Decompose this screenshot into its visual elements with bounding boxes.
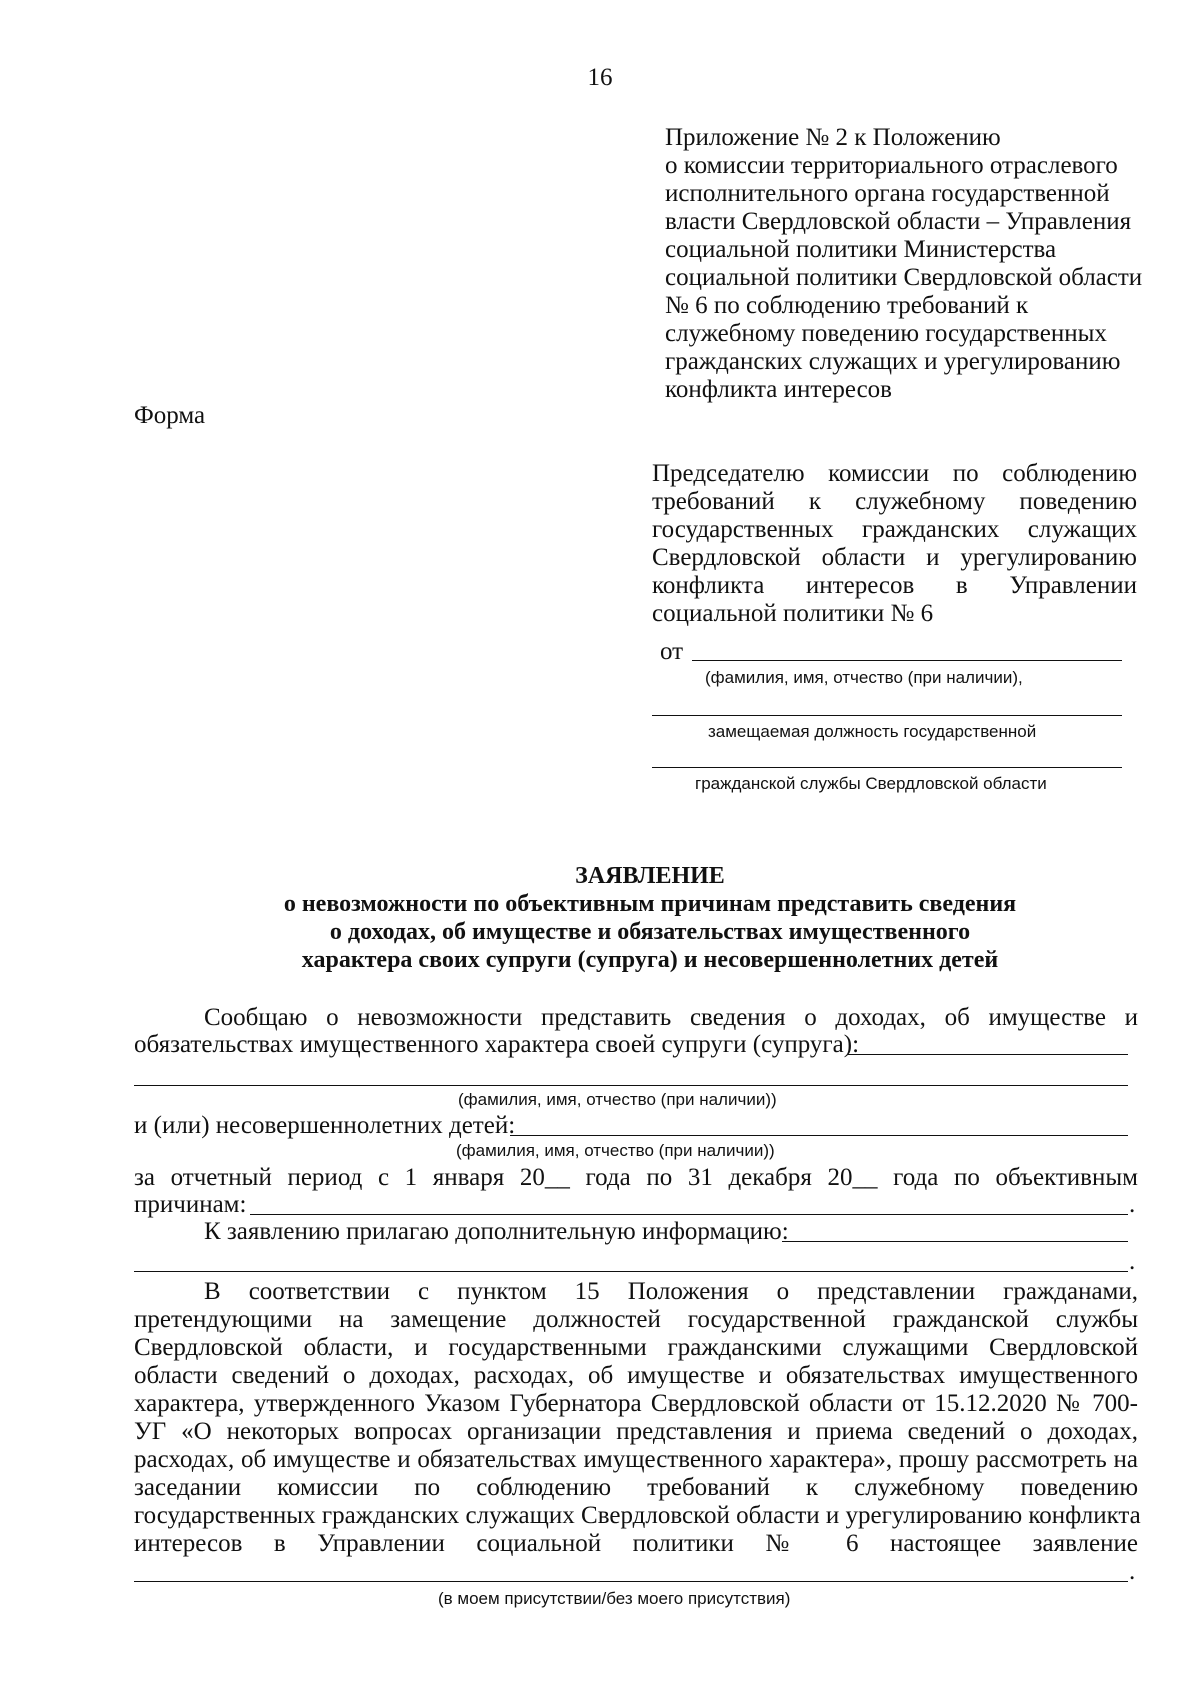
regulation-line: В соответствии с пунктом 15 Положения о представлении гражданами, [204, 1278, 1138, 1305]
regulation-line: области сведений о доходах, расходах, об имуществе и обязательствах имущественного [134, 1362, 1138, 1389]
title-heading: ЗАЯВЛЕНИЕ [575, 863, 725, 889]
presence-dot: . [1129, 1558, 1136, 1585]
title-line: характера своих супруги (супруга) и несовершеннолетних детей [301, 947, 999, 973]
appendix-line: о комиссии территориального отраслевого [665, 152, 1118, 179]
addressee-line: Свердловской области и урегулированию [652, 544, 1137, 571]
appendix-line: исполнительного органа государственной [665, 180, 1110, 207]
regulation-line: УГ «О некоторых вопросах организации представления и приема сведений о доходах, [134, 1418, 1138, 1445]
presence-field[interactable] [134, 1581, 1128, 1582]
addressee-block [652, 460, 1137, 628]
addressee-line-last: социальной политики № 6 [652, 600, 934, 627]
position-field[interactable] [652, 715, 1122, 716]
caption-position: замещаемая должность государственной [708, 722, 1037, 741]
children-label: и (или) несовершеннолетних детей: [134, 1112, 516, 1139]
addressee-line: государственных гражданских служащих [652, 516, 1137, 543]
reasons-field[interactable] [250, 1214, 1128, 1215]
regulation-line: претендующими на замещение должностей государственной гражданской службы [134, 1306, 1138, 1333]
form-label: Форма [134, 402, 206, 429]
appendix-line: социальной политики Свердловской области [665, 264, 1143, 291]
spouse-field-2[interactable] [134, 1085, 1128, 1086]
children-field[interactable] [510, 1135, 1128, 1136]
title-line: о доходах, об имуществе и обязательствах имущественного [329, 919, 971, 945]
reasons-label: причинам: [134, 1191, 247, 1218]
appendix-block [665, 124, 1185, 404]
regulation-line: государственных гражданских служащих Свердловской области и урегулированию конфликта [134, 1502, 1141, 1529]
service-field[interactable] [652, 767, 1122, 768]
regulation-line: Свердловской области, и государственными гражданскими служащими Свердловской [134, 1334, 1138, 1361]
from-label: от [660, 638, 684, 665]
regulation-line: интересов в Управлении социальной политики № 6 настоящее заявление [134, 1530, 1138, 1557]
addressee-line: требований к служебному поведению [652, 488, 1137, 515]
regulation-line: заседании комиссии по соблюдению требований к служебному поведению [134, 1474, 1138, 1501]
document-title [180, 862, 1120, 974]
caption-name: (фамилия, имя, отчество (при наличии), [705, 668, 1023, 687]
statement-line: Сообщаю о невозможности представить сведения о доходах, об имуществе и [204, 1004, 1138, 1031]
from-name-field[interactable] [692, 660, 1122, 661]
appendix-line: Приложение № 2 к Положению [665, 124, 1001, 151]
appendix-line: служебному поведению государственных [665, 320, 1107, 347]
caption-presence: (в моем присутствии/без моего присутствия) [438, 1589, 791, 1608]
attach-field-1[interactable] [782, 1241, 1128, 1242]
attach-dot: . [1129, 1248, 1136, 1275]
appendix-line: гражданских служащих и урегулированию [665, 348, 1121, 375]
appendix-line: власти Свердловской области – Управления [665, 208, 1132, 235]
appendix-line: социальной политики Министерства [665, 236, 1057, 263]
reasons-dot: . [1129, 1191, 1136, 1218]
spouse-field-1[interactable] [848, 1054, 1128, 1055]
page-number: 16 [587, 64, 613, 91]
addressee-line: конфликта интересов в Управлении [652, 572, 1137, 599]
caption-spouse: (фамилия, имя, отчество (при наличии)) [458, 1090, 777, 1109]
regulation-paragraph [134, 1278, 1141, 1558]
title-line: о невозможности по объективным причинам представить сведения [283, 891, 1017, 917]
caption-children: (фамилия, имя, отчество (при наличии)) [456, 1141, 775, 1160]
addressee-line: Председателю комиссии по соблюдению [652, 460, 1137, 487]
caption-service: гражданской службы Свердловской области [695, 774, 1047, 793]
attach-label: К заявлению прилагаю дополнительную информацию: [204, 1218, 789, 1245]
period-line: за отчетный период с 1 января 20__ года по 31 декабря 20__ года по объективным [134, 1164, 1138, 1191]
regulation-line: характера, утвержденного Указом Губернатора Свердловской области от 15.12.2020 № 700- [134, 1390, 1138, 1417]
appendix-line: № 6 по соблюдению требований к [665, 292, 1029, 319]
attach-field-2[interactable] [134, 1271, 1128, 1272]
statement-line: обязательствах имущественного характера своей супруги (супруга): [134, 1031, 860, 1058]
appendix-line: конфликта интересов [665, 376, 892, 403]
regulation-line: расходах, об имуществе и обязательствах имущественного характера», прошу рассмотреть на [134, 1446, 1138, 1473]
